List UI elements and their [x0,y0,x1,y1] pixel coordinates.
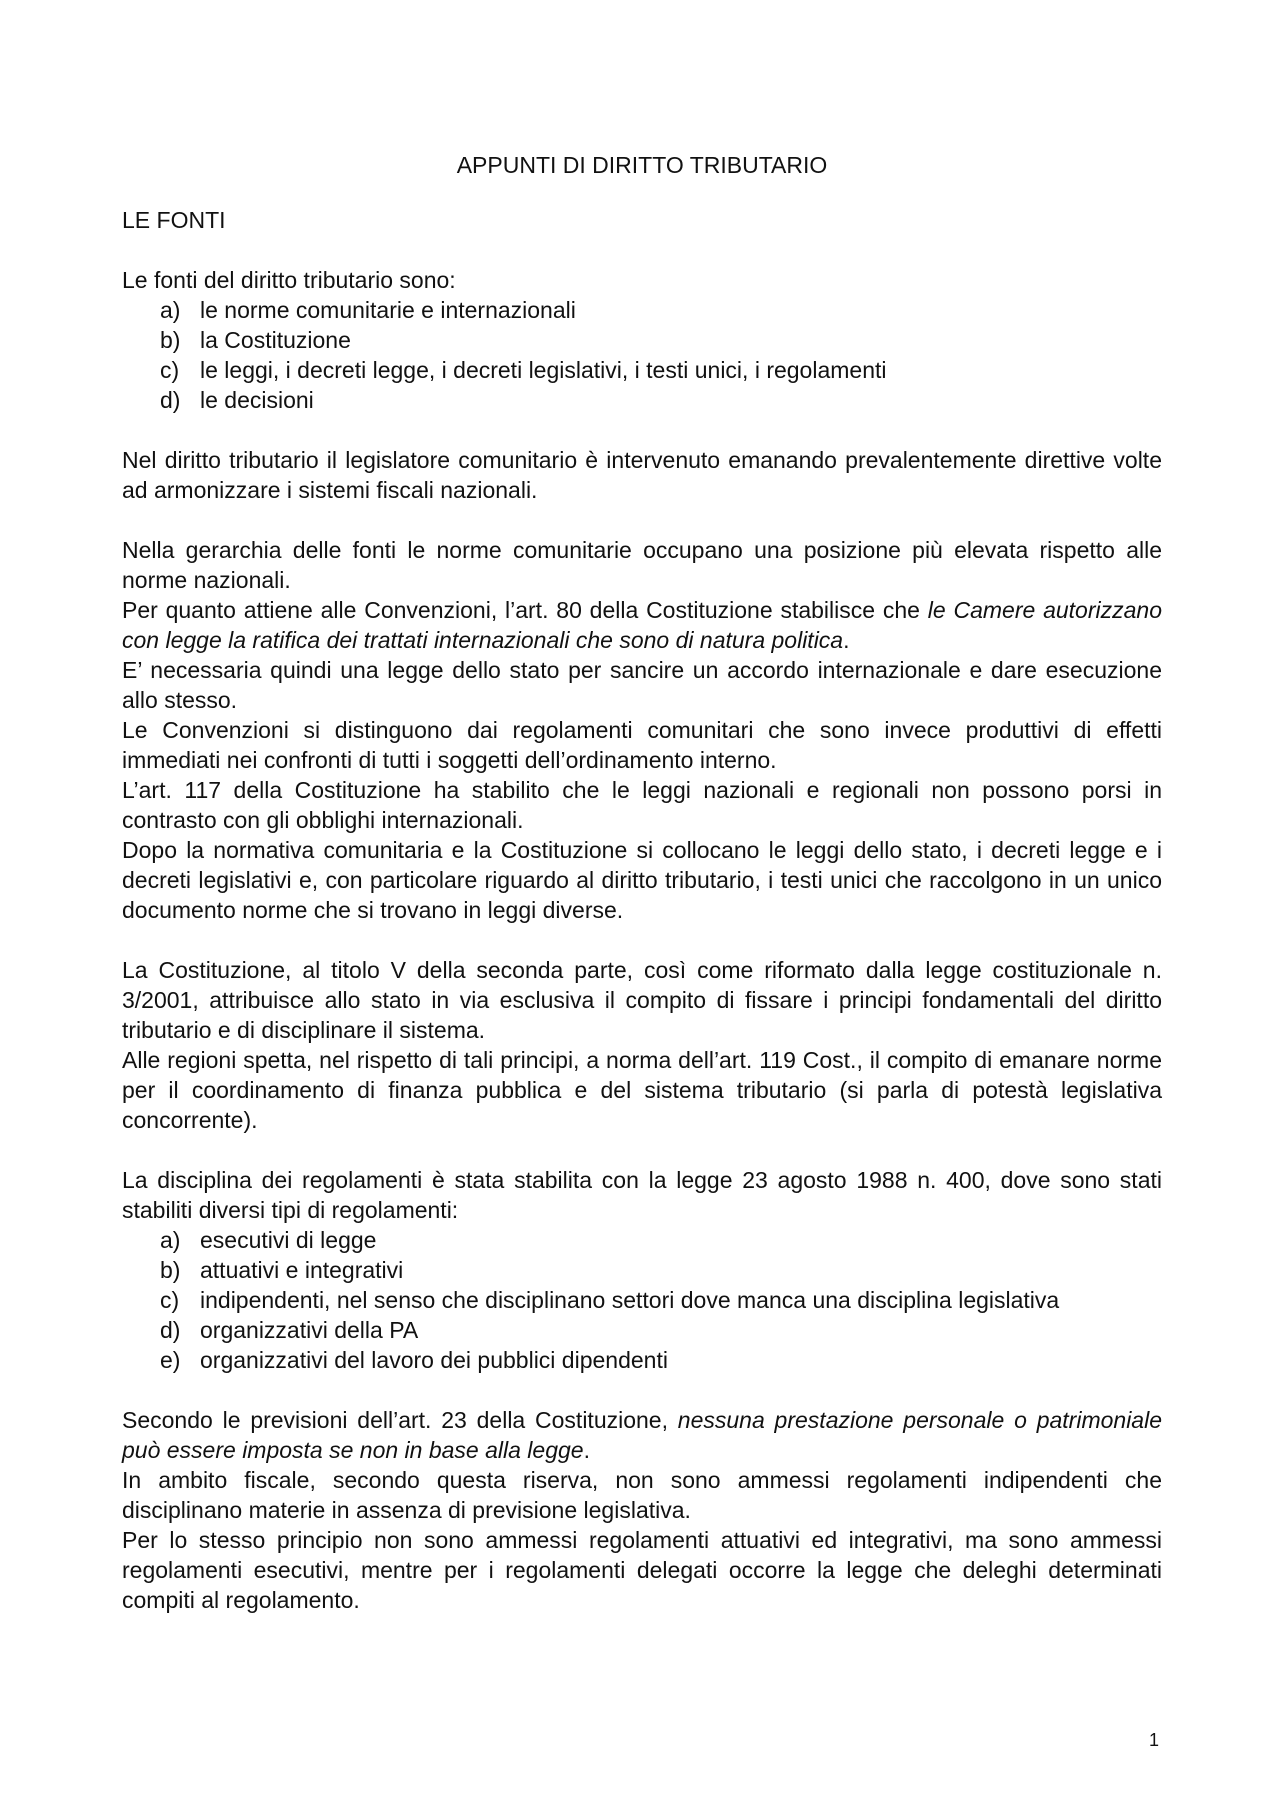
paragraph: Nel diritto tributario il legislatore comunitario è intervenuto emanando prevalentemente direttive volte ad armonizzare i sistemi fiscali nazionali. [122,447,1162,503]
list-marker: b) [160,1257,181,1283]
list-marker: c) [160,1287,180,1313]
list-marker: d) [160,1317,181,1343]
document-title: APPUNTI DI DIRITTO TRIBUTARIO [456,152,828,178]
list-marker: a) [160,1227,181,1253]
list-item [122,355,1162,385]
paragraph: E’ necessaria quindi una legge dello stato per sancire un accordo internazionale e dare esecuzione allo stesso. [122,657,1162,713]
list-item [122,385,1162,415]
list-item-text: attuativi e integrativi [200,1257,404,1283]
paragraph: La disciplina dei regolamenti è stata stabilita con la legge 23 agosto 1988 n. 400, dove sono stati stabiliti diversi tipi di regolamenti: [122,1167,1162,1223]
list-item-text: la Costituzione [200,327,351,353]
list-marker: a) [160,297,181,323]
section-heading: LE FONTI [122,207,226,233]
document-body [122,150,1162,1615]
paragraph: Le Convenzioni si distinguono dai regolamenti comunitari che sono invece produttivi di effetti immediati nei confronti di tutti i soggetti dell’ordinamento interno. [122,717,1162,773]
paragraph: Nella gerarchia delle fonti le norme comunitarie occupano una posizione più elevata rispetto alle norme nazionali. [122,537,1162,593]
list-item-text: le decisioni [200,387,314,413]
list-item-text: le leggi, i decreti legge, i decreti legislativi, i testi unici, i regolamenti [200,357,887,383]
paragraph: La Costituzione, al titolo V della seconda parte, così come riformato dalla legge costituzionale n. 3/2001, attribuisce allo stato in via esclusiva il compito di fissare i principi fondamentali del diritto tributario e di disciplinare il sistema. [122,957,1162,1043]
page-number: 1 [1148,1730,1159,1750]
list-item [122,1345,1162,1375]
regulations-list [122,1225,1162,1375]
list-item [122,295,1162,325]
list-item-text: organizzativi della PA [200,1317,419,1343]
list-item-text: esecutivi di legge [200,1227,377,1253]
paragraph: L’art. 117 della Costituzione ha stabilito che le leggi nazionali e regionali non possono porsi in contrasto con gli obblighi internazionali. [122,777,1162,833]
list-item-text: le norme comunitarie e internazionali [200,297,576,323]
italic-quote: nessuna prestazione personale o patrimoniale può essere imposta se non in base alla legge [122,1407,1162,1463]
list-item [122,1285,1162,1315]
list-item-text: indipendenti, nel senso che disciplinano settori dove manca una disciplina legislativa [200,1287,1060,1313]
list-marker: d) [160,387,181,413]
paragraph: Per lo stesso principio non sono ammessi regolamenti attuativi ed integrativi, ma sono ammessi regolamenti esecutivi, mentre per i regolamenti delegati occorre la legge che deleghi determinati compiti al regolamento. [122,1527,1162,1613]
list-item [122,1255,1162,1285]
paragraph: Per quanto attiene alle Convenzioni, l’art. 80 della Costituzione stabilisce che le Camere autorizzano con legge la ratifica dei trattati internazionali che sono di natura politica. [122,597,1162,653]
list-item [122,325,1162,355]
paragraph: Alle regioni spetta, nel rispetto di tali principi, a norma dell’art. 119 Cost., il compito di emanare norme per il coordinamento di finanza pubblica e del sistema tributario (si parla di potestà legislativa concorrente). [122,1047,1162,1133]
list-marker: c) [160,357,180,383]
list-marker: e) [160,1347,181,1373]
paragraph: Secondo le previsioni dell’art. 23 della Costituzione, nessuna prestazione personale o patrimoniale può essere imposta se non in base alla legge. [122,1407,1162,1463]
paragraph: In ambito fiscale, secondo questa riserva, non sono ammessi regolamenti indipendenti che disciplinano materie in assenza di previsione legislativa. [122,1467,1162,1523]
italic-quote: le Camere autorizzano con legge la ratifica dei trattati internazionali che sono di natura politica [122,597,1162,653]
intro-paragraph: Le fonti del diritto tributario sono: [122,267,456,293]
list-item [122,1225,1162,1255]
list-item-text: organizzativi del lavoro dei pubblici dipendenti [200,1347,668,1373]
sources-list [122,295,1162,415]
list-marker: b) [160,327,181,353]
list-item [122,1315,1162,1345]
paragraph: Dopo la normativa comunitaria e la Costituzione si collocano le leggi dello stato, i decreti legge e i decreti legislativi e, con particolare riguardo al diritto tributario, i testi unici che raccolgono in un unico documento norme che si trovano in leggi diverse. [122,837,1162,923]
